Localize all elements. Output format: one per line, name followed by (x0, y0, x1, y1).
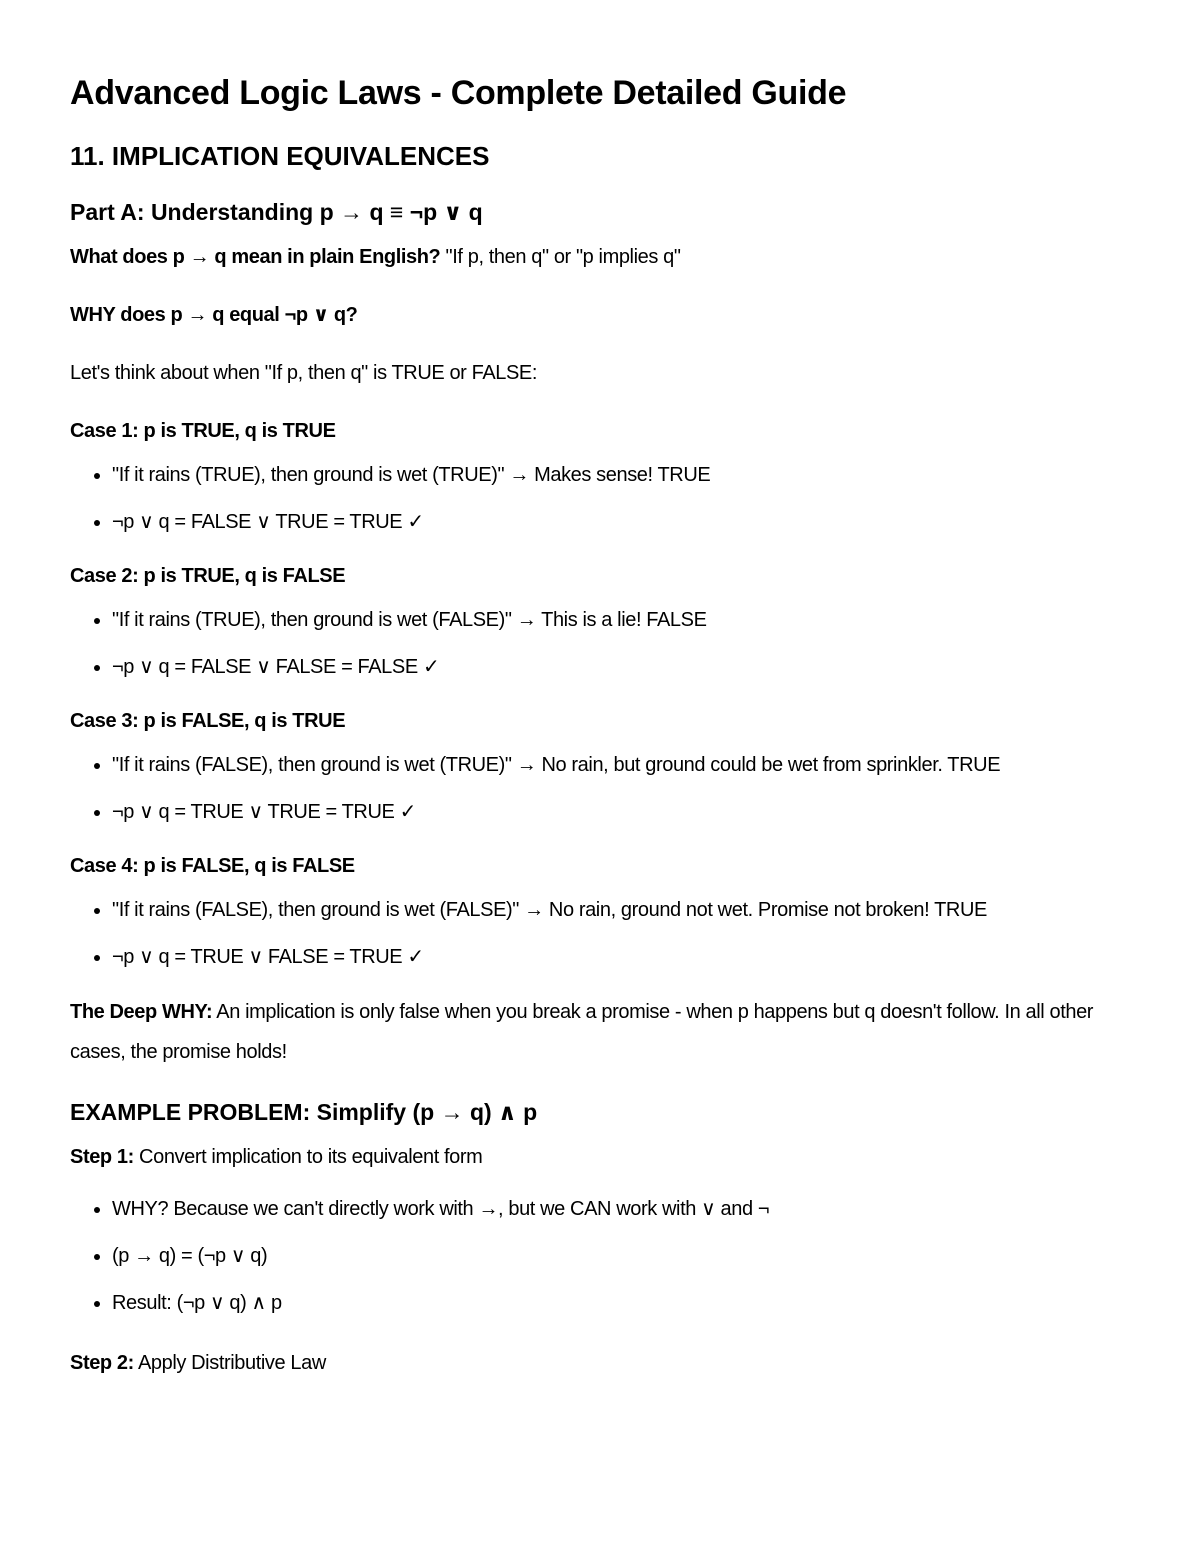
why-question (70, 300, 1150, 330)
case-1-list (70, 460, 1150, 537)
deep-why-text: An implication is only false when you break a promise - when p happens but q doesn't follow. In all other cases, the promise holds! (70, 1001, 1094, 1063)
list-item: • ¬p ∨ q = FALSE ∨ TRUE = TRUE ✓ (112, 507, 1150, 537)
list-item: • ¬p ∨ q = TRUE ∨ TRUE = TRUE ✓ (112, 797, 1150, 827)
case-4-heading: Case 4: p is FALSE, q is FALSE (70, 855, 355, 877)
document-page (70, 70, 1150, 1378)
case-2-heading: Case 2: p is TRUE, q is FALSE (70, 565, 346, 587)
meaning-text: "If p, then q" or "p implies q" (440, 246, 681, 268)
list-item: • "If it rains (FALSE), then ground is wet (FALSE)" → No rain, ground not wet. Promise not broken! TRUE (112, 895, 1150, 925)
case-2-list (70, 605, 1150, 682)
step-1-text: Convert implication to its equivalent form (133, 1146, 483, 1168)
list-item: • ¬p ∨ q = TRUE ∨ FALSE = TRUE ✓ (112, 942, 1150, 972)
case-3-heading: Case 3: p is FALSE, q is TRUE (70, 710, 346, 732)
meaning-paragraph (70, 242, 1150, 272)
list-item: • WHY? Because we can't directly work with →, but we CAN work with ∨ and ¬ (112, 1194, 1150, 1224)
example-heading: EXAMPLE PROBLEM: Simplify (p → q) ∧ p (70, 1099, 538, 1125)
list-item: • (p → q) = (¬p ∨ q) (112, 1241, 1150, 1271)
case-4-list (70, 895, 1150, 972)
case-1-heading: Case 1: p is TRUE, q is TRUE (70, 420, 336, 442)
intro-paragraph: Let's think about when "If p, then q" is TRUE or FALSE: (70, 362, 538, 384)
why-label: WHY does p → q equal ¬p ∨ q? (70, 304, 358, 326)
step-1-paragraph (70, 1142, 1150, 1172)
step-1-list (70, 1194, 1150, 1318)
step-1-label: Step 1: (70, 1146, 134, 1168)
list-item: • ¬p ∨ q = FALSE ∨ FALSE = FALSE ✓ (112, 652, 1150, 682)
step-2-label: Step 2: (70, 1352, 134, 1374)
list-item: • "If it rains (TRUE), then ground is wet (FALSE)" → This is a lie! FALSE (112, 605, 1150, 635)
list-item: • Result: (¬p ∨ q) ∧ p (112, 1288, 1150, 1318)
case-3-list (70, 750, 1150, 827)
step-2-paragraph (70, 1348, 1150, 1378)
meaning-label: What does p → q mean in plain English? (70, 246, 441, 268)
step-2-text: Apply Distributive Law (133, 1352, 326, 1374)
list-item: • "If it rains (FALSE), then ground is wet (TRUE)" → No rain, but ground could be wet from sprinkler. TRUE (112, 750, 1150, 780)
deep-why-paragraph (70, 992, 1150, 1072)
document-title: Advanced Logic Laws - Complete Detailed Guide (70, 74, 847, 112)
list-item: • "If it rains (TRUE), then ground is wet (TRUE)" → Makes sense! TRUE (112, 460, 1150, 490)
section-heading: 11. IMPLICATION EQUIVALENCES (70, 141, 490, 171)
part-a-heading: Part A: Understanding p → q ≡ ¬p ∨ q (70, 199, 483, 225)
deep-why-label: The Deep WHY: (70, 1001, 213, 1023)
